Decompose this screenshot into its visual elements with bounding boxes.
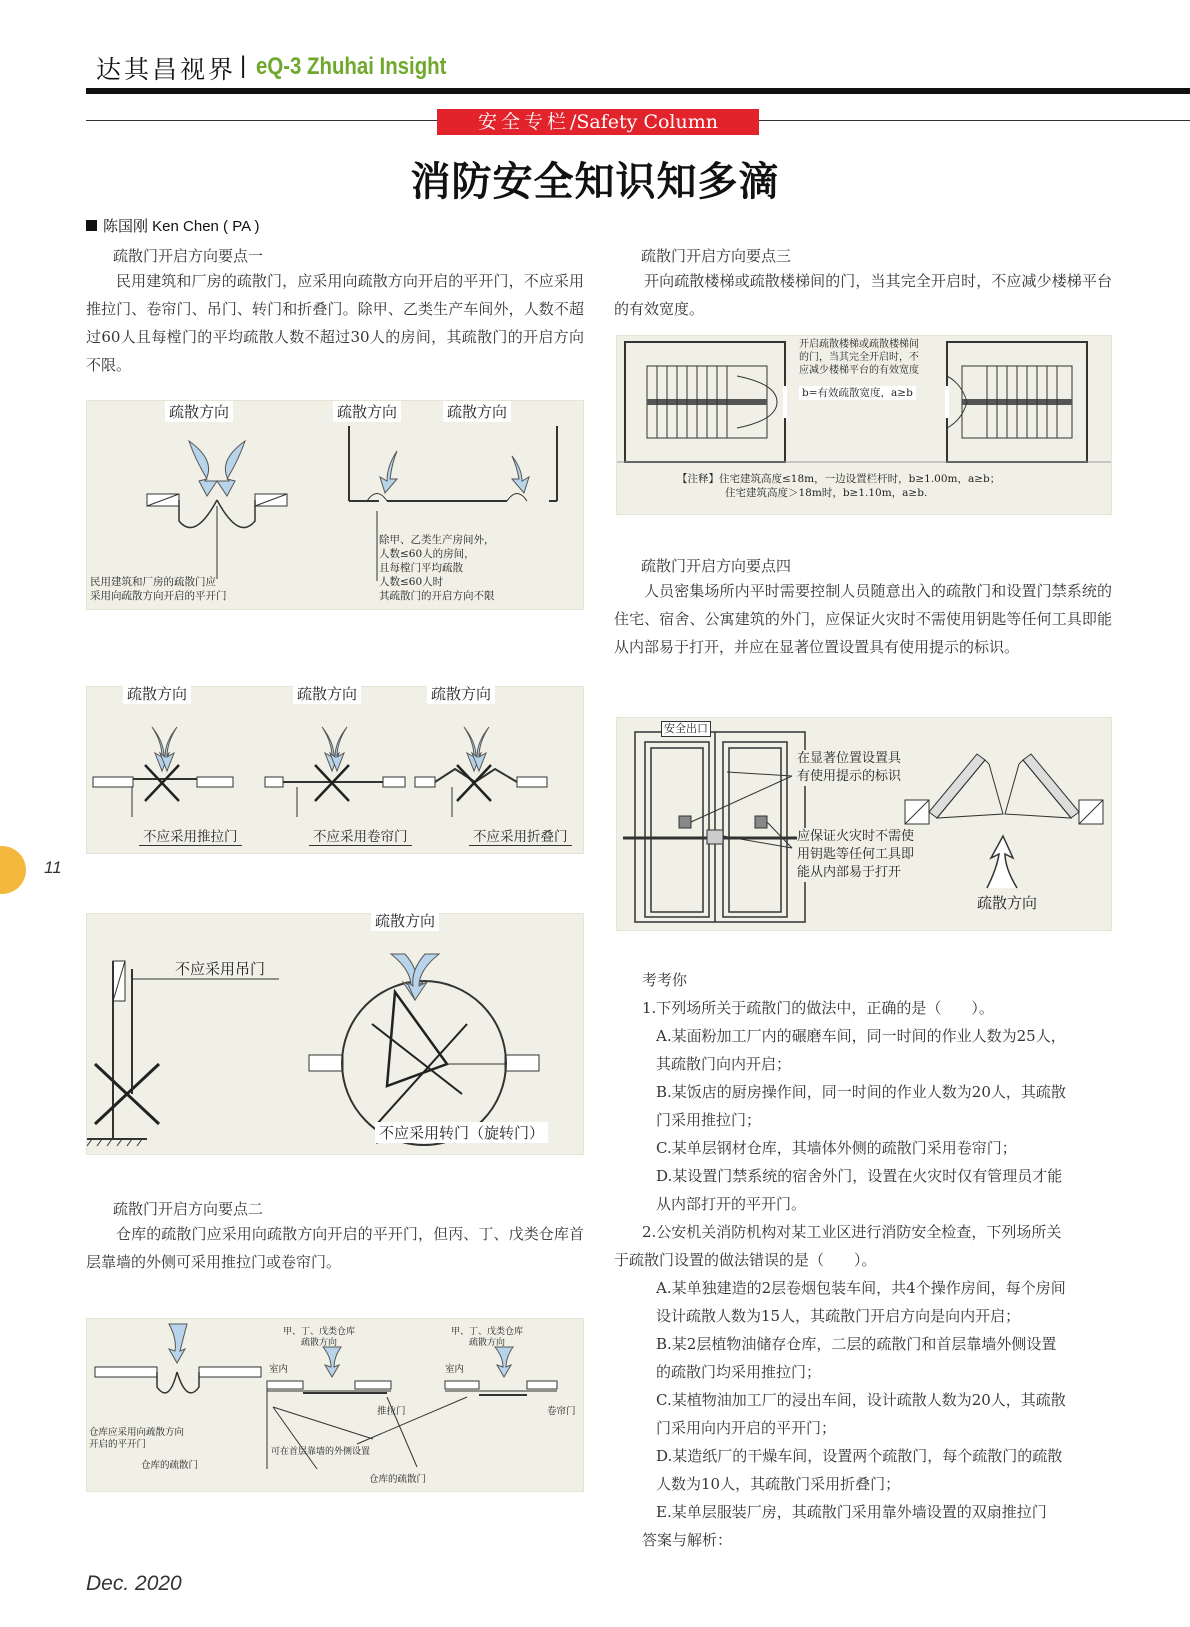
figure-5-width-note: b=有效疏散宽度，a≥b [799,386,916,400]
quiz-q2-option-e: E.某单层服装厂房，其疏散门采用靠外墙设置的双扇推拉门 [656,1503,1047,1521]
figure-4-roller-door: 卷帘门 [547,1406,576,1417]
figure-4-indoor-2: 室内 [445,1364,465,1375]
figure-1-direction-2: 疏散方向 [333,401,401,422]
figure-5-annotation: 【注释】住宅建筑高度≤18m，一边设置栏杆时，b≥1.00m，a≥b； 住宅建筑高度＞18m时，b≥1.10m，a≥b. [677,473,1001,499]
figure-4-sliding-door: 推拉门 [377,1406,406,1417]
figure-3 [86,913,584,1155]
figure-5 [616,335,1112,515]
figure-6-note-sign: 在显著位置设置具 有使用提示的标识 [797,751,902,784]
column-label-en: /Safety Column [570,111,718,133]
figure-4-note-middle: 可在首层靠墙的外侧设置 [271,1447,371,1457]
author-line [86,215,259,236]
figure-6 [616,717,1112,931]
column-banner [437,109,759,135]
quiz-q2-option-b: B.某2层植物油储存仓库，二层的疏散门和首层靠墙外侧设置 [656,1335,1057,1353]
article-title: 消防安全知识知多滴 [410,158,780,205]
figure-4-title-1: 甲、丁、戊类仓库 疏散方向 [283,1327,356,1348]
section-3-heading: 疏散门开启方向要点三 [641,247,792,265]
quiz-q2-option-c-cont: 门采用向内开启的平开门； [656,1419,837,1437]
page-number: 11 [44,858,62,877]
section-2-heading: 疏散门开启方向要点二 [113,1200,264,1218]
quiz-q2-option-c: C.某植物油加工厂的浸出车间，设计疏散人数为20人，其疏散 [656,1391,1066,1409]
figure-2-direction-3: 疏散方向 [427,683,495,704]
header-rule [86,88,1190,94]
safety-exit-sign: 安全出口 [661,721,711,737]
quiz-q1-option-d: D.某设置门禁系统的宿舍外门，设置在火灾时仅有管理员才能 [656,1167,1063,1185]
magazine-subtitle: eQ-3 Zhuhai Insight [256,53,447,80]
quiz-q2-option-d-cont: 人数为10人，其疏散门采用折叠门； [656,1475,901,1493]
quiz-title: 考考你 [642,971,688,989]
figure-6-note-open: 应保证火灾时不需使 用钥匙等任何工具即 能从内部易于打开 [797,829,915,880]
section-4-body: 人员密集场所内平时需要控制人员随意出入的疏散门和设置门禁系统的住宅、宿舍、公寓建筑的外门，应保证火灾时不需使用钥匙等任何工具即能从内部易于打开，并应在显著位置设置具有使用提示的标识。 [614,582,1112,656]
section-3-body: 开向疏散楼梯或疏散楼梯间的门，当其完全开启时，不应减少楼梯平台的有效宽度。 [614,272,1112,318]
quiz-section [614,966,1114,1554]
bullet-square-icon [86,220,97,231]
figure-2-no-folding: 不应采用折叠门 [469,825,572,846]
figure-2-direction-1: 疏散方向 [123,683,191,704]
quiz-q2-option-d: D.某造纸厂的干燥车间，设置两个疏散门，每个疏散门的疏散 [656,1447,1063,1465]
figure-5-note: 开启疏散楼梯或疏散楼梯间 的门，当其完全开启时，不 应减少楼梯平台的有效宽度 [799,339,919,376]
figure-2 [86,686,584,854]
quiz-question-2: 2.公安机关消防机构对某工业区进行消防安全检查，下列场所关 [642,1223,1062,1241]
section-4-heading: 疏散门开启方向要点四 [641,557,792,575]
issue-date: Dec. 2020 [86,1572,182,1595]
quiz-question-2-cont: 于疏散门设置的做法错误的是（ ）。 [614,1251,877,1269]
quiz-question-1: 1.下列场所关于疏散门的做法中，正确的是（ ）。 [642,999,994,1017]
figure-1-direction-1: 疏散方向 [165,401,233,422]
figure-4-note-left: 仓库应采用向疏散方向 开启的平开门 [89,1427,185,1450]
figure-1-note-left: 民用建筑和厂房的疏散门应 采用向疏散方向开启的平开门 [90,576,227,602]
author-name: 陈国刚 Ken Chen ( PA ) [103,218,260,235]
figure-4-note-left-2: 仓库的疏散门 [141,1460,199,1471]
figure-2-no-roller: 不应采用卷帘门 [309,825,412,846]
quiz-q2-option-a-cont: 设计疏散人数为15人，其疏散门开启方向是向内开启； [656,1307,1021,1325]
quiz-q2-option-b-cont: 的疏散门均采用推拉门； [656,1363,822,1381]
quiz-q1-option-a-cont: 其疏散门向内开启； [656,1055,792,1073]
section-1-body: 民用建筑和厂房的疏散门，应采用向疏散方向开启的平开门，不应采用推拉门、卷帘门、吊门、转门和折叠门。除甲、乙类生产车间外，人数不超过60人且每樘门的平均疏散人数不超过30人的房间，其疏散门的开启方向不限。 [86,272,584,374]
figure-1 [86,400,584,610]
quiz-q1-option-a: A.某面粉加工厂内的碾磨车间，同一时间的作业人数为25人， [656,1027,1066,1045]
figure-1-note-right: 除甲、乙类生产房间外， 人数≤60人的房间， 且每樘门平均疏散 人数≤60人时 其疏散门的开启方向不限 [379,534,495,602]
figure-3-no-hanging: 不应采用吊门 [175,960,266,978]
magazine-title: 达其昌视界 [96,55,237,84]
quiz-q2-option-a: A.某单独建造的2层卷烟包装车间，共4个操作房间，每个房间 [656,1279,1066,1297]
quiz-q1-option-d-cont: 从内部打开的平开门。 [656,1195,807,1213]
figure-2-no-sliding: 不应采用推拉门 [139,825,242,846]
quiz-q1-option-b-cont: 门采用推拉门； [656,1111,762,1129]
figure-4-note-bottom: 仓库的疏散门 [369,1474,427,1485]
figure-4-title-2: 甲、丁、戊类仓库 疏散方向 [451,1327,524,1348]
figure-6-direction: 疏散方向 [977,894,1038,912]
figure-2-direction-2: 疏散方向 [293,683,361,704]
page-tab-marker [0,846,26,894]
quiz-q1-option-c: C.某单层钢材仓库，其墙体外侧的疏散门采用卷帘门； [656,1139,1017,1157]
quiz-answer-heading: 答案与解析： [642,1531,733,1549]
figure-3-no-revolving: 不应采用转门（旋转门） [375,1122,548,1143]
column-label-cn: 安全专栏 [478,111,571,133]
figure-3-direction: 疏散方向 [371,910,439,931]
quiz-q1-option-b: B.某饭店的厨房操作间，同一时间的作业人数为20人，其疏散 [656,1083,1066,1101]
figure-4-indoor-1: 室内 [269,1364,289,1375]
figure-3-drawing [87,914,583,1154]
figure-1-direction-3: 疏散方向 [443,401,511,422]
figure-4 [86,1318,584,1492]
section-2-body: 仓库的疏散门应采用向疏散方向开启的平开门，但丙、丁、戊类仓库首层靠墙的外侧可采用推拉门或卷帘门。 [86,1225,584,1271]
header-separator: | [240,52,247,79]
section-1-heading: 疏散门开启方向要点一 [113,247,264,265]
